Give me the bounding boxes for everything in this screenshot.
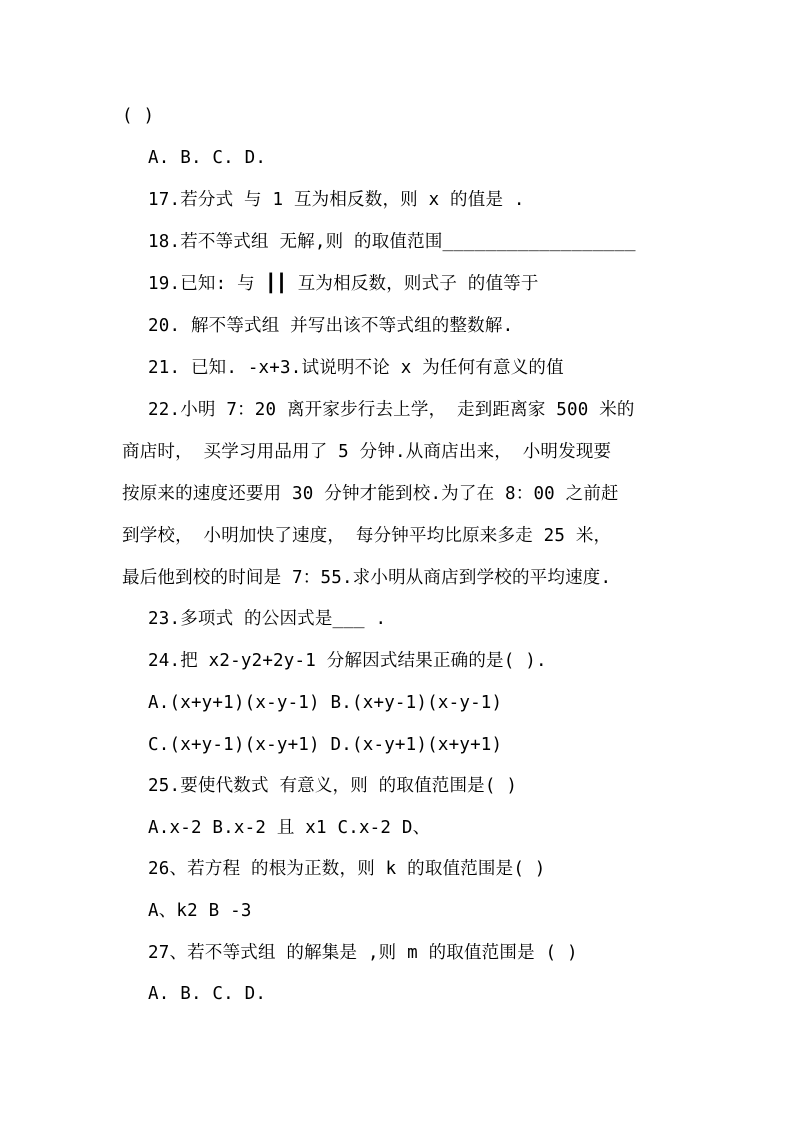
question-24-options-ab: A.(x+y+1)(x-y-1) B.(x+y-1)(x-y-1) — [148, 693, 503, 713]
paragraph-line-bracket: ( ) — [122, 106, 155, 126]
question-22-line-5: 最后他到校的时间是 7：55.求小明从商店到学校的平均速度. — [122, 568, 612, 588]
question-21: 21. 已知. -x+3.试说明不论 x 为任何有意义的值 — [148, 358, 564, 378]
question-27: 27、若不等式组 的解集是 ,则 m 的取值范围是 ( ) — [148, 943, 578, 963]
question-24: 24.把 x2-y2+2y-1 分解因式结果正确的是( ). — [148, 651, 547, 671]
question-22-line-3: 按原来的速度还要用 30 分钟才能到校.为了在 8：00 之前赶 — [122, 484, 619, 504]
question-22-line-4: 到学校， 小明加快了速度， 每分钟平均比原来多走 25 米， — [122, 526, 612, 546]
question-22-line-1: 22.小明 7：20 离开家步行去上学， 走到距离家 500 米的 — [148, 400, 635, 420]
question-23: 23.多项式 的公因式是___ . — [148, 609, 387, 629]
question-18: 18.若不等式组 无解,则 的取值范围__________________ — [148, 232, 636, 252]
question-26: 26、若方程 的根为正数，则 k 的取值范围是( ) — [148, 859, 546, 879]
question-26-options: A、k2 B -3 — [148, 901, 252, 921]
question-20: 20. 解不等式组 并写出该不等式组的整数解. — [148, 316, 514, 336]
question-17: 17.若分式 与 1 互为相反数，则 x 的值是 . — [148, 190, 525, 210]
question-19: 19.已知: 与 ┃┃ 互为相反数，则式子 的值等于 — [148, 274, 539, 294]
question-25-options: A.x-2 B.x-2 且 x1 C.x-2 D、 — [148, 818, 431, 838]
question-27-options: A. B. C. D. — [148, 984, 267, 1004]
paragraph-line-options-a: A. B. C. D. — [148, 148, 267, 168]
question-25: 25.要使代数式 有意义，则 的取值范围是( ) — [148, 776, 518, 796]
question-22-line-2: 商店时， 买学习用品用了 5 分钟.从商店出来， 小明发现要 — [122, 442, 612, 462]
question-24-options-cd: C.(x+y-1)(x-y+1) D.(x-y+1)(x+y+1) — [148, 735, 503, 755]
